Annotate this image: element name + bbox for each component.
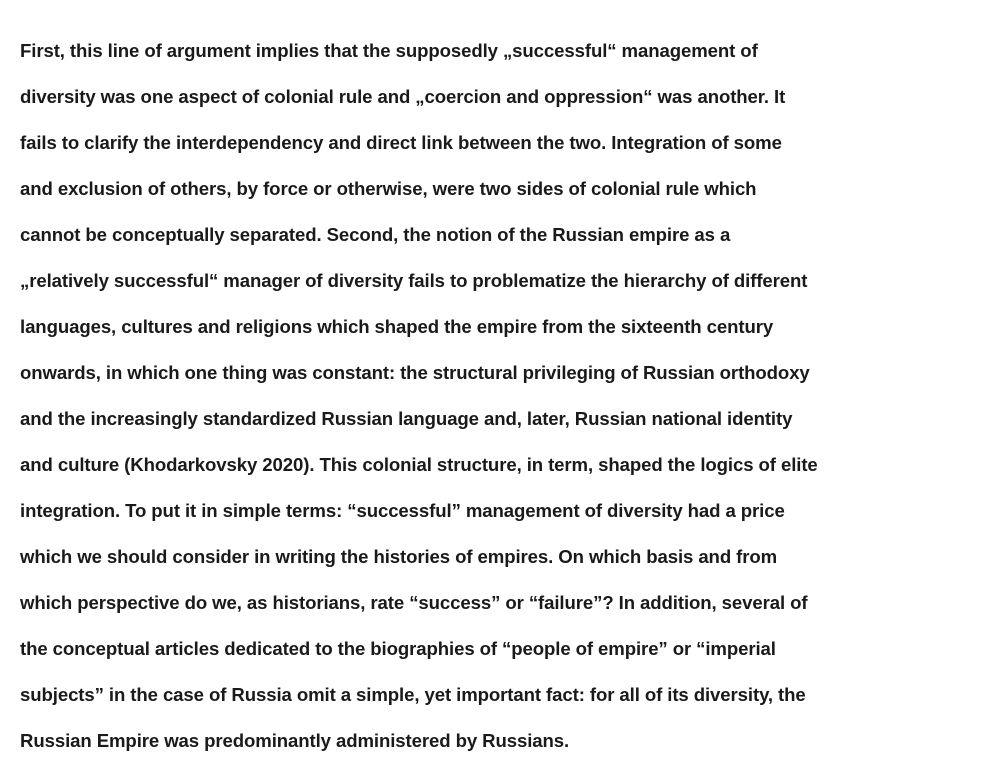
paragraph-line: Russian Empire was predominantly administered by Russians. [20, 730, 570, 751]
paragraph-line: cannot be conceptually separated. Second, the notion of the Russian empire as a [20, 224, 731, 245]
paragraph-line: diversity was one aspect of colonial rule and „coercion and oppression“ was another. It [20, 86, 786, 107]
paragraph-line: and the increasingly standardized Russian language and, later, Russian national identity [20, 408, 793, 429]
paragraph-line: subjects” in the case of Russia omit a simple, yet important fact: for all of its diversity, the [20, 684, 806, 705]
paragraph-line: which perspective do we, as historians, rate “success” or “failure”? In addition, several of [20, 592, 808, 613]
paragraph-line: and exclusion of others, by force or otherwise, were two sides of colonial rule which [20, 178, 757, 199]
paragraph-line: and culture (Khodarkovsky 2020). This colonial structure, in term, shaped the logics of elite [20, 454, 818, 475]
paragraph-line: which we should consider in writing the histories of empires. On which basis and from [20, 546, 778, 567]
paragraph-line: languages, cultures and religions which shaped the empire from the sixteenth century [20, 316, 774, 337]
paragraph-line: the conceptual articles dedicated to the biographies of “people of empire” or “imperial [20, 638, 776, 659]
paragraph-line: First, this line of argument implies that the supposedly „successful“ management of [20, 40, 758, 61]
paragraph-line: fails to clarify the interdependency and direct link between the two. Integration of some [20, 132, 782, 153]
paragraph-line: „relatively successful“ manager of diversity fails to problematize the hierarchy of different [20, 270, 808, 291]
paragraph [20, 28, 990, 764]
paragraph-line: onwards, in which one thing was constant: the structural privileging of Russian orthodoxy [20, 362, 810, 383]
paragraph-line: integration. To put it in simple terms: “successful” management of diversity had a price [20, 500, 785, 521]
